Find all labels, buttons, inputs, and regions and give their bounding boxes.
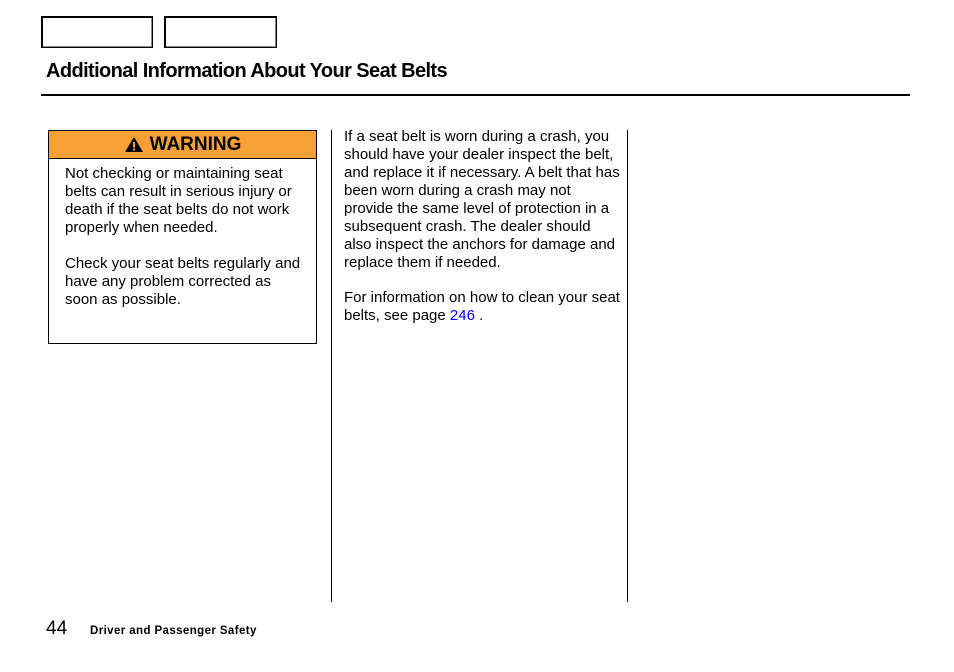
main-column — [344, 128, 620, 342]
warning-body — [49, 159, 316, 309]
warning-triangle-icon — [124, 136, 144, 153]
warning-label: WARNING — [149, 133, 242, 155]
page-number: 44 — [46, 618, 68, 639]
body-paragraph: If a seat belt is worn during a crash, you should have your dealer inspect the belt, and replace it if necessary. A belt that has been worn during a crash may not provide the same level of protection in a subsequent crash. The dealer should also inspect the anchors for damage and replace them if needed. — [344, 128, 620, 271]
cleaning-text: For information on how to clean your seat belts, see page — [344, 289, 620, 324]
body-paragraph-cleaning — [344, 289, 620, 325]
title-divider — [41, 94, 910, 96]
nav-prev-button[interactable] — [41, 16, 153, 48]
column-divider-right — [627, 130, 628, 602]
page-link[interactable]: 246 — [449, 307, 475, 324]
section-name: Driver and Passenger Safety — [90, 625, 257, 637]
column-divider-left — [331, 130, 332, 602]
warning-paragraph: Check your seat belts regularly and have any problem corrected as soon as possible. — [65, 255, 301, 308]
warning-box — [48, 130, 317, 344]
warning-paragraph: Not checking or maintaining seat belts can result in serious injury or death if the seat belts do not work properly when needed. — [65, 165, 292, 236]
period-text: . — [479, 307, 484, 324]
nav-next-button[interactable] — [164, 16, 277, 48]
page-title: Additional Information About Your Seat Belts — [46, 60, 448, 82]
warning-header — [49, 131, 316, 159]
